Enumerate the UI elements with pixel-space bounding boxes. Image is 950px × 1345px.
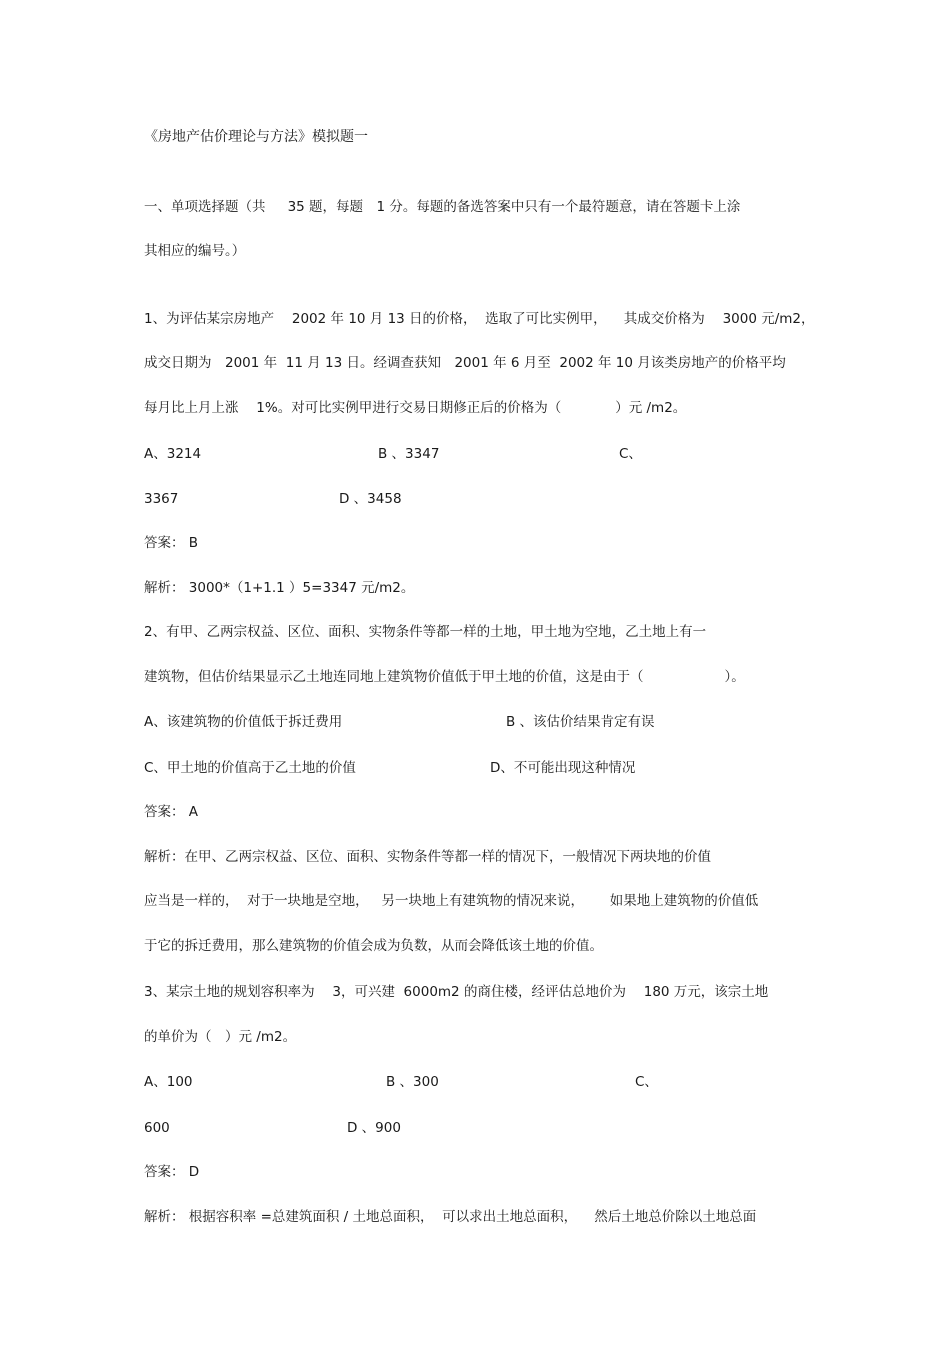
q1-stem-line-1: 1、为评估某宗房地产 2002 年 10 月 13 日的价格， 选取了可比实例甲， 其成交价格为 3000 元/m2， [144, 311, 815, 327]
q1-answer: 答案： B [144, 535, 199, 551]
q2-option-a: A、该建筑物的价值低于拆迁费用 [144, 714, 343, 730]
q3-option-c: C、 [635, 1074, 658, 1090]
q1-option-d: D 、3458 [339, 491, 402, 507]
q1-option-c-value: 3367 [144, 491, 179, 507]
q1-option-b: B 、3347 [378, 446, 440, 462]
q2-option-c: C、甲土地的价值高于乙土地的价值 [144, 760, 356, 776]
q2-option-b: B 、该估价结果肯定有误 [506, 714, 655, 730]
q3-stem-line-1: 3、某宗土地的规划容积率为 3，可兴建 6000m2 的商住楼，经评估总地价为 180 万元，该宗土地 [144, 984, 769, 1000]
q2-analysis-line-2: 应当是一样的， 对于一块地是空地， 另一块地上有建筑物的情况来说， 如果地上建筑物的价值低 [144, 893, 759, 909]
q2-option-d: D、不可能出现这种情况 [490, 760, 636, 776]
q2-analysis-line-3: 于它的拆迁费用，那么建筑物的价值会成为负数，从而会降低该土地的价值。 [144, 938, 603, 954]
q3-option-c-value: 600 [144, 1120, 170, 1136]
q1-stem-line-3: 每月比上月上涨 1%。对可比实例甲进行交易日期修正后的价格为（ ）元 /m2。 [144, 400, 687, 416]
q2-answer: 答案： A [144, 804, 199, 820]
q3-option-a: A、100 [144, 1074, 193, 1090]
q2-stem-line-2: 建筑物，但估价结果显示乙土地连同地上建筑物价值低于甲土地的价值，这是由于（ ）。 [144, 669, 745, 685]
document-title: 《房地产估价理论与方法》模拟题一 [144, 129, 368, 145]
q3-answer: 答案： D [144, 1164, 200, 1180]
q3-stem-line-2: 的单价为（ ）元 /m2。 [144, 1029, 297, 1045]
q1-option-c: C、 [619, 446, 642, 462]
q1-option-a: A、3214 [144, 446, 202, 462]
section-heading-line-2: 其相应的编号。） [144, 243, 246, 259]
q3-analysis-line-1: 解析： 根据容积率 =总建筑面积 / 土地总面积， 可以求出土地总面积， 然后土地总价除以土地总面 [144, 1209, 757, 1225]
q1-stem-line-2: 成交日期为 2001 年 11 月 13 日。经调查获知 2001 年 6 月至 2002 年 10 月该类房地产的价格平均 [144, 355, 786, 371]
q3-option-d: D 、900 [347, 1120, 401, 1136]
q1-analysis: 解析： 3000*（1+1.1 ）5=3347 元/m2。 [144, 580, 415, 596]
q3-option-b: B 、300 [386, 1074, 439, 1090]
q2-stem-line-1: 2、有甲、乙两宗权益、区位、面积、实物条件等都一样的土地，甲土地为空地，乙土地上有一 [144, 624, 707, 640]
section-heading-line-1: 一、单项选择题（共 35 题，每题 1 分。每题的备选答案中只有一个最符题意，请在答题卡上涂 [144, 199, 741, 215]
q2-analysis-line-1: 解析：在甲、乙两宗权益、区位、面积、实物条件等都一样的情况下，一般情况下两块地的价值 [144, 849, 711, 865]
